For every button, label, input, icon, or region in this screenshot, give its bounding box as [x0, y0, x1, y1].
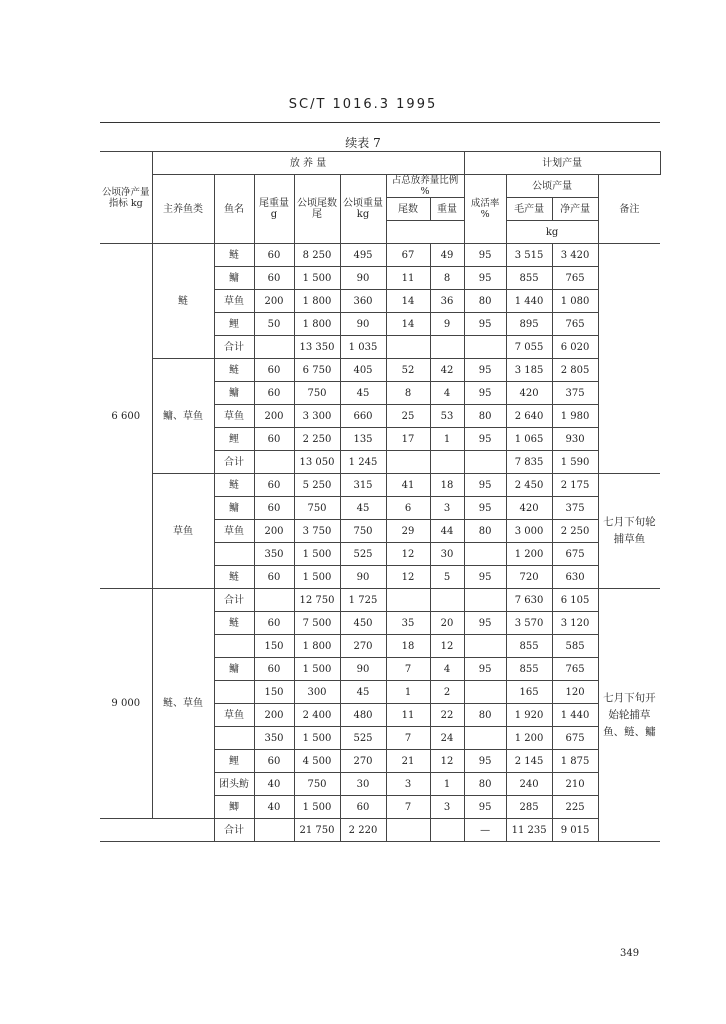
size-cell: 60 [254, 267, 294, 290]
ratio-count-cell: 52 [386, 359, 430, 382]
ratio-count-cell: 12 [386, 566, 430, 589]
size-cell: 200 [254, 704, 294, 727]
count-cell: 750 [294, 497, 340, 520]
stocking-plan-table [100, 151, 661, 842]
size-cell: 40 [254, 773, 294, 796]
weight-cell: 525 [340, 727, 386, 750]
table-row [100, 244, 660, 267]
fish-name: 鲫 [214, 796, 254, 819]
survival-cell: 95 [464, 382, 506, 405]
ratio-weight-cell: 49 [430, 244, 464, 267]
weight-cell: 1 245 [340, 451, 386, 474]
survival-cell [464, 336, 506, 359]
size-cell: 60 [254, 566, 294, 589]
fish-name: 鲢 [214, 566, 254, 589]
ratio-weight-cell [430, 819, 464, 842]
weight-cell: 2 220 [340, 819, 386, 842]
survival-cell [464, 589, 506, 612]
count-cell: 2 400 [294, 704, 340, 727]
fish-name: 鲢 [214, 359, 254, 382]
survival-cell [464, 681, 506, 704]
weight-cell: 45 [340, 382, 386, 405]
weight-cell: 315 [340, 474, 386, 497]
count-cell: 1 500 [294, 543, 340, 566]
ratio-weight-cell: 53 [430, 405, 464, 428]
size-cell: 50 [254, 313, 294, 336]
survival-cell: 80 [464, 290, 506, 313]
weight-cell: 45 [340, 681, 386, 704]
ratio-count-cell: 14 [386, 290, 430, 313]
header-stocking: 放 养 量 [152, 152, 464, 175]
survival-cell: 95 [464, 497, 506, 520]
count-cell: 21 750 [294, 819, 340, 842]
ratio-weight-cell: 12 [430, 635, 464, 658]
header-rule [100, 122, 660, 123]
ratio-weight-cell: 12 [430, 750, 464, 773]
count-cell: 13 350 [294, 336, 340, 359]
net-cell: 675 [552, 543, 598, 566]
size-cell: 60 [254, 382, 294, 405]
ratio-count-cell [386, 336, 430, 359]
header-size: 尾重量 g [254, 175, 294, 244]
survival-cell: 95 [464, 474, 506, 497]
size-cell: 200 [254, 405, 294, 428]
ratio-count-cell: 18 [386, 635, 430, 658]
net-cell: 1 980 [552, 405, 598, 428]
ratio-count-cell: 17 [386, 428, 430, 451]
size-cell [254, 819, 294, 842]
gross-cell: 3 515 [506, 244, 552, 267]
header-ratio: 占总放养量比例 % [386, 175, 464, 198]
empty-cell [152, 819, 214, 842]
net-cell: 3 420 [552, 244, 598, 267]
ratio-weight-cell: 18 [430, 474, 464, 497]
fish-name: 团头鲂 [214, 773, 254, 796]
fish-name: 鲤 [214, 750, 254, 773]
net-cell: 225 [552, 796, 598, 819]
fish-name: 合计 [214, 819, 254, 842]
fish-name: 鲤 [214, 313, 254, 336]
table-row [100, 819, 660, 842]
count-cell: 1 500 [294, 796, 340, 819]
size-cell: 40 [254, 796, 294, 819]
net-cell: 375 [552, 497, 598, 520]
net-cell: 585 [552, 635, 598, 658]
ratio-count-cell: 7 [386, 727, 430, 750]
main-species: 草鱼 [152, 474, 214, 589]
weight-cell: 360 [340, 290, 386, 313]
fish-name: 鳙 [214, 382, 254, 405]
fish-name: 鲢 [214, 612, 254, 635]
ratio-weight-cell: 9 [430, 313, 464, 336]
ratio-weight-cell [430, 589, 464, 612]
count-cell: 13 050 [294, 451, 340, 474]
ratio-weight-cell: 1 [430, 773, 464, 796]
header-gross: 毛产量 [506, 198, 552, 221]
size-cell: 350 [254, 727, 294, 750]
fish-name: 合计 [214, 336, 254, 359]
net-yield-target: 9 000 [100, 589, 152, 819]
survival-cell [464, 635, 506, 658]
weight-cell: 135 [340, 428, 386, 451]
survival-cell: 95 [464, 612, 506, 635]
gross-cell: 3 185 [506, 359, 552, 382]
weight-cell: 90 [340, 313, 386, 336]
ratio-count-cell: 29 [386, 520, 430, 543]
size-cell: 60 [254, 497, 294, 520]
page-number: 349 [620, 948, 640, 959]
weight-cell: 660 [340, 405, 386, 428]
weight-cell: 1 035 [340, 336, 386, 359]
ratio-count-cell: 8 [386, 382, 430, 405]
net-cell: 1 080 [552, 290, 598, 313]
weight-cell: 480 [340, 704, 386, 727]
table-row [100, 359, 660, 382]
gross-cell: 1 065 [506, 428, 552, 451]
main-species: 鲢、草鱼 [152, 589, 214, 819]
gross-cell: 1 920 [506, 704, 552, 727]
weight-cell: 60 [340, 796, 386, 819]
gross-cell: 720 [506, 566, 552, 589]
size-cell: 60 [254, 359, 294, 382]
size-cell: 60 [254, 750, 294, 773]
ratio-count-cell: 21 [386, 750, 430, 773]
fish-name: 草鱼 [214, 405, 254, 428]
ratio-weight-cell: 4 [430, 382, 464, 405]
fish-name: 鳙 [214, 658, 254, 681]
gross-cell: 240 [506, 773, 552, 796]
size-cell: 60 [254, 428, 294, 451]
weight-cell: 495 [340, 244, 386, 267]
net-cell: 1 440 [552, 704, 598, 727]
weight-cell: 30 [340, 773, 386, 796]
survival-cell: 95 [464, 796, 506, 819]
weight-cell: 270 [340, 635, 386, 658]
net-cell: 2 175 [552, 474, 598, 497]
fish-name: 草鱼 [214, 290, 254, 313]
ratio-count-cell: 41 [386, 474, 430, 497]
count-cell: 1 500 [294, 727, 340, 750]
ratio-weight-cell: 4 [430, 658, 464, 681]
gross-cell: 855 [506, 635, 552, 658]
count-cell: 750 [294, 773, 340, 796]
header-plan: 计划产量 [464, 152, 660, 175]
ratio-weight-cell: 36 [430, 290, 464, 313]
weight-cell: 270 [340, 750, 386, 773]
gross-cell: 7 055 [506, 336, 552, 359]
weight-cell: 1 725 [340, 589, 386, 612]
survival-cell: 95 [464, 244, 506, 267]
size-cell: 200 [254, 520, 294, 543]
ratio-count-cell [386, 819, 430, 842]
ratio-count-cell: 12 [386, 543, 430, 566]
gross-cell: 165 [506, 681, 552, 704]
gross-cell: 3 570 [506, 612, 552, 635]
net-cell: 1 875 [552, 750, 598, 773]
net-yield-target: 6 600 [100, 244, 152, 589]
ratio-count-cell: 3 [386, 773, 430, 796]
fish-name: 鳙 [214, 267, 254, 290]
size-cell [254, 451, 294, 474]
survival-cell: 80 [464, 704, 506, 727]
count-cell: 7 500 [294, 612, 340, 635]
count-cell: 300 [294, 681, 340, 704]
survival-cell: 95 [464, 267, 506, 290]
net-cell: 675 [552, 727, 598, 750]
header-count: 公顷尾数 尾 [294, 175, 340, 244]
gross-cell: 1 440 [506, 290, 552, 313]
count-cell: 3 750 [294, 520, 340, 543]
ratio-weight-cell: 2 [430, 681, 464, 704]
net-cell: 765 [552, 267, 598, 290]
notes-cell [598, 244, 660, 474]
header-survival: 成活率 % [464, 175, 506, 244]
net-cell: 1 590 [552, 451, 598, 474]
size-cell: 350 [254, 543, 294, 566]
gross-cell: 2 640 [506, 405, 552, 428]
fish-name [214, 681, 254, 704]
count-cell: 3 300 [294, 405, 340, 428]
weight-cell: 45 [340, 497, 386, 520]
survival-cell: 80 [464, 520, 506, 543]
ratio-count-cell: 67 [386, 244, 430, 267]
fish-name: 草鱼 [214, 520, 254, 543]
ratio-count-cell [386, 589, 430, 612]
net-cell: 9 015 [552, 819, 598, 842]
count-cell: 2 250 [294, 428, 340, 451]
header-plan-unit: kg [506, 221, 598, 244]
count-cell: 6 750 [294, 359, 340, 382]
weight-cell: 450 [340, 612, 386, 635]
ratio-weight-cell: 44 [430, 520, 464, 543]
ratio-count-cell: 7 [386, 796, 430, 819]
count-cell: 12 750 [294, 589, 340, 612]
net-cell: 3 120 [552, 612, 598, 635]
net-cell: 120 [552, 681, 598, 704]
size-cell: 60 [254, 474, 294, 497]
survival-cell [464, 451, 506, 474]
net-cell: 210 [552, 773, 598, 796]
ratio-weight-cell: 5 [430, 566, 464, 589]
net-cell: 6 020 [552, 336, 598, 359]
size-cell [254, 336, 294, 359]
ratio-weight-cell [430, 336, 464, 359]
survival-cell: 95 [464, 313, 506, 336]
fish-name [214, 727, 254, 750]
gross-cell: 420 [506, 382, 552, 405]
fish-name [214, 543, 254, 566]
weight-cell: 90 [340, 658, 386, 681]
fish-name [214, 635, 254, 658]
header-fish: 鱼名 [214, 175, 254, 244]
weight-cell: 90 [340, 566, 386, 589]
count-cell: 1 500 [294, 267, 340, 290]
count-cell: 1 500 [294, 658, 340, 681]
survival-cell [464, 727, 506, 750]
header-weight: 公顷重量 kg [340, 175, 386, 244]
ratio-count-cell [386, 451, 430, 474]
ratio-count-cell: 35 [386, 612, 430, 635]
count-cell: 4 500 [294, 750, 340, 773]
ratio-count-cell: 1 [386, 681, 430, 704]
fish-name: 草鱼 [214, 704, 254, 727]
size-cell: 150 [254, 635, 294, 658]
main-species: 鳙、草鱼 [152, 359, 214, 474]
count-cell: 1 500 [294, 566, 340, 589]
ratio-weight-cell: 30 [430, 543, 464, 566]
net-cell: 765 [552, 658, 598, 681]
ratio-count-cell: 6 [386, 497, 430, 520]
fish-name: 合计 [214, 451, 254, 474]
gross-cell: 2 145 [506, 750, 552, 773]
survival-cell: — [464, 819, 506, 842]
size-cell [254, 589, 294, 612]
weight-cell: 405 [340, 359, 386, 382]
net-cell: 375 [552, 382, 598, 405]
ratio-weight-cell: 1 [430, 428, 464, 451]
fish-name: 鲢 [214, 474, 254, 497]
size-cell: 150 [254, 681, 294, 704]
survival-cell: 80 [464, 405, 506, 428]
gross-cell: 855 [506, 658, 552, 681]
net-cell: 6 105 [552, 589, 598, 612]
net-cell: 765 [552, 313, 598, 336]
gross-cell: 1 200 [506, 543, 552, 566]
gross-cell: 2 450 [506, 474, 552, 497]
ratio-weight-cell: 3 [430, 497, 464, 520]
ratio-weight-cell [430, 451, 464, 474]
notes-cell: 七月下旬轮捕草鱼 [598, 474, 660, 589]
gross-cell: 420 [506, 497, 552, 520]
count-cell: 1 800 [294, 290, 340, 313]
count-cell: 8 250 [294, 244, 340, 267]
ratio-weight-cell: 22 [430, 704, 464, 727]
header-ratio-weight: 重量 [430, 198, 464, 221]
net-cell: 630 [552, 566, 598, 589]
header-main-species: 主养鱼类 [152, 175, 214, 244]
gross-cell: 3 000 [506, 520, 552, 543]
size-cell: 60 [254, 658, 294, 681]
weight-cell: 525 [340, 543, 386, 566]
net-cell: 2 250 [552, 520, 598, 543]
ratio-count-cell: 11 [386, 267, 430, 290]
main-species: 鲢 [152, 244, 214, 359]
gross-cell: 855 [506, 267, 552, 290]
size-cell: 60 [254, 612, 294, 635]
notes-cell: 七月下旬开始轮捕草鱼、鲢、鳙 [598, 589, 660, 842]
ratio-weight-cell: 42 [430, 359, 464, 382]
net-cell: 930 [552, 428, 598, 451]
gross-cell: 11 235 [506, 819, 552, 842]
header-net: 净产量 [552, 198, 598, 221]
table-row [100, 589, 660, 612]
fish-name: 合计 [214, 589, 254, 612]
survival-cell: 95 [464, 359, 506, 382]
count-cell: 750 [294, 382, 340, 405]
gross-cell: 1 200 [506, 727, 552, 750]
gross-cell: 7 835 [506, 451, 552, 474]
survival-cell: 95 [464, 428, 506, 451]
weight-cell: 750 [340, 520, 386, 543]
survival-cell [464, 543, 506, 566]
ratio-weight-cell: 3 [430, 796, 464, 819]
fish-name: 鲤 [214, 428, 254, 451]
ratio-count-cell: 25 [386, 405, 430, 428]
ratio-count-cell: 7 [386, 658, 430, 681]
weight-cell: 90 [340, 267, 386, 290]
fish-name: 鲢 [214, 244, 254, 267]
header-target: 公顷净产量指标 kg [100, 152, 152, 244]
size-cell: 60 [254, 244, 294, 267]
net-cell: 2 805 [552, 359, 598, 382]
survival-cell: 95 [464, 750, 506, 773]
survival-cell: 80 [464, 773, 506, 796]
header-notes: 备注 [598, 175, 660, 244]
empty-cell [100, 819, 152, 842]
ratio-count-cell: 11 [386, 704, 430, 727]
table-caption: 续表 7 [345, 136, 381, 150]
size-cell: 200 [254, 290, 294, 313]
header-ratio-count: 尾数 [386, 198, 430, 221]
count-cell: 5 250 [294, 474, 340, 497]
ratio-weight-cell: 20 [430, 612, 464, 635]
gross-cell: 285 [506, 796, 552, 819]
survival-cell: 95 [464, 566, 506, 589]
count-cell: 1 800 [294, 635, 340, 658]
standard-code-header: SC/T 1016.3 1995 [288, 97, 438, 112]
ratio-count-cell: 14 [386, 313, 430, 336]
gross-cell: 895 [506, 313, 552, 336]
table-row [100, 474, 660, 497]
ratio-weight-cell: 24 [430, 727, 464, 750]
count-cell: 1 800 [294, 313, 340, 336]
gross-cell: 7 630 [506, 589, 552, 612]
header-row [100, 152, 660, 175]
fish-name: 鳙 [214, 497, 254, 520]
header-plan-sub: 公顷产量 [506, 175, 598, 198]
header-row [100, 175, 660, 198]
survival-cell: 95 [464, 658, 506, 681]
ratio-weight-cell: 8 [430, 267, 464, 290]
header-ratio-unit [386, 221, 464, 244]
